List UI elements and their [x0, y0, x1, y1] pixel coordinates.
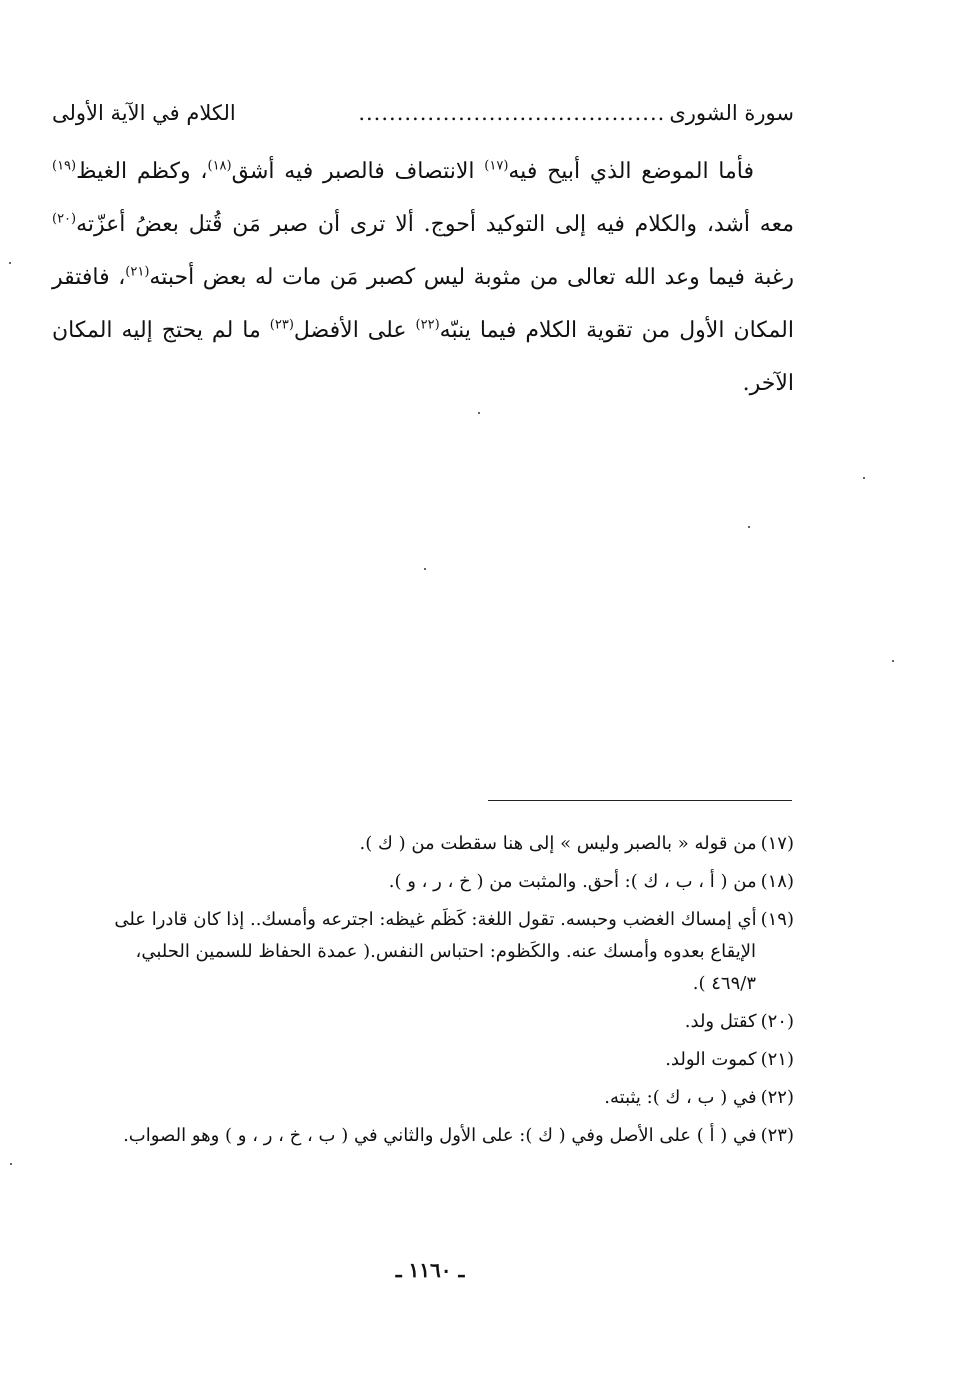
footnote-text: في ( ب ، ك ): يثبته.	[604, 1087, 757, 1108]
scan-speck	[863, 477, 865, 479]
footnote-22	[46, 1082, 794, 1114]
footnote-ref-20: (٢٠)	[52, 211, 77, 227]
footnote-number: (١٩)	[760, 909, 794, 930]
footnote-text: من ( أ ، ب ، ك ): أحق. والمثبت من ( خ ، ر ، و ).	[388, 871, 757, 892]
scan-speck	[478, 412, 480, 414]
footnote-text: كموت الولد.	[665, 1049, 757, 1070]
body-text-segment: على الأفضل	[293, 318, 416, 343]
scan-speck	[892, 660, 894, 662]
footnote-number: (٢٣)	[760, 1125, 794, 1146]
footnote-18	[46, 866, 794, 898]
footnote-19	[46, 904, 794, 1000]
body-text-segment: معه أشد، والكلام فيه إلى التوكيد أحوج. ألا ترى أن صبر مَن قُتل بعضُ أعزّته	[76, 212, 794, 237]
footnotes-section	[46, 828, 794, 1158]
body-text-segment: رغبة فيما وعد الله تعالى من مثوبة ليس كصبر مَن مات له بعض أحبته	[149, 265, 794, 290]
footnote-21	[46, 1044, 794, 1076]
footnote-text: في ( أ ) على الأصل وفي ( ك ): على الأول والثاني في ( ب ، خ ، ر ، و ) وهو الصواب.	[123, 1125, 757, 1146]
footnote-20	[46, 1006, 794, 1038]
body-text-segment: ، وكظم الغيظ	[76, 159, 208, 184]
scan-speck	[748, 526, 750, 528]
footnote-number: (١٧)	[760, 833, 794, 854]
paragraph	[52, 145, 794, 410]
body-text-segment: ما لم يحتج إليه المكان الآخر.	[52, 318, 794, 396]
footnote-text: من قوله « بالصبر وليس » إلى هنا سقطت من ( ك ).	[359, 833, 757, 854]
header-section-title: الكلام في الآية الأولى	[52, 101, 236, 125]
footnote-ref-21: (٢١)	[125, 264, 150, 280]
footnote-number: (٢٠)	[760, 1011, 794, 1032]
body-text-segment: الانتصاف فالصبر فيه أشق	[231, 159, 485, 184]
footnote-number: (٢١)	[760, 1049, 794, 1070]
footnote-ref-22: (٢٢)	[415, 317, 440, 333]
body-text-segment: ، فافتقر المكان الأول من تقوية الكلام فيما ينبّه	[52, 265, 794, 343]
running-header	[52, 98, 794, 128]
main-paragraph	[52, 145, 794, 410]
footnote-ref-18: (١٨)	[207, 158, 232, 174]
footnote-continuation: ٤٦٩/٣ ).	[692, 973, 756, 994]
footnote-text: كقتل ولد.	[684, 1011, 757, 1032]
footnote-23	[46, 1120, 794, 1152]
header-surah-title: سورة الشورى	[669, 101, 794, 125]
footnote-ref-19: (١٩)	[52, 158, 77, 174]
scan-speck	[9, 262, 11, 264]
footnote-number: (١٨)	[760, 871, 794, 892]
scan-speck	[10, 1163, 12, 1165]
footnote-text: أي إمساك الغضب وحبسه. تقول اللغة: كَظَم غيظه: اجترعه وأمسك.. إذا كان قادرا على	[114, 909, 757, 930]
body-text-segment: فأما الموضع الذي أبيح فيه	[508, 159, 755, 184]
footnote-continuation: الإيقاع بعدوه وأمسك عنه. والكَظوم: احتباس النفس.( عمدة الحفاظ للسمين الحلبي،	[135, 941, 756, 962]
footnote-17	[46, 828, 794, 860]
footnote-ref-17: (١٧)	[484, 158, 509, 174]
footnote-separator-rule	[488, 800, 792, 801]
footnote-ref-23: (٢٣)	[269, 317, 294, 333]
header-leader-dots: ........................................	[358, 101, 666, 125]
scan-speck	[424, 568, 426, 570]
page-number: ـ ١١٦٠ ـ	[395, 1258, 465, 1282]
footnote-number: (٢٢)	[760, 1087, 794, 1108]
